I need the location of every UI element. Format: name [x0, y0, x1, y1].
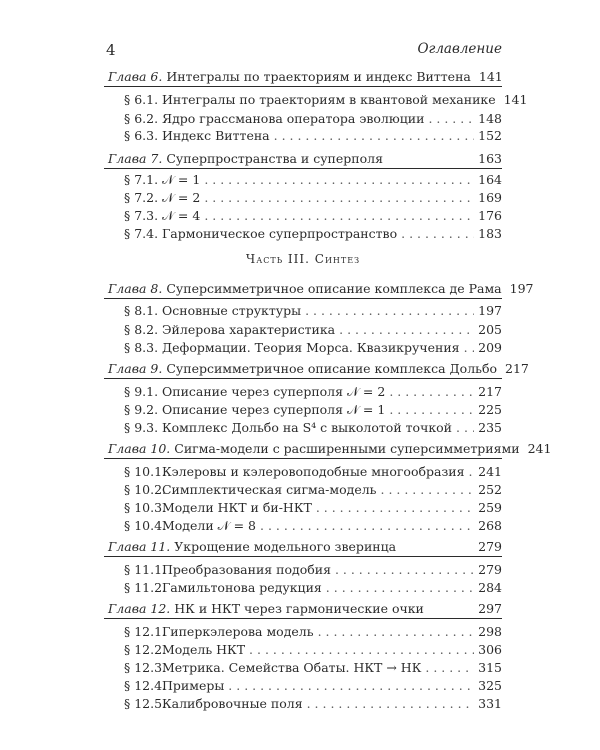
page-reference: 241 [527, 441, 552, 456]
dot-leader [339, 322, 474, 338]
chapter-entry[interactable] [108, 539, 502, 555]
page-reference: 279 [478, 562, 502, 577]
chapter-number: Глава 9. [108, 361, 163, 376]
section-label [124, 111, 424, 127]
section-title: 𝒩 = 1 [161, 172, 201, 187]
section-label [124, 420, 452, 436]
section-entry[interactable] [124, 562, 502, 578]
section-label [124, 190, 200, 206]
section-label [124, 518, 256, 534]
dot-leader [389, 402, 474, 418]
page-reference: 197 [478, 303, 502, 318]
section-title: Модель НКТ [161, 642, 246, 657]
section-entry[interactable] [124, 660, 502, 676]
section-label [124, 642, 245, 658]
chapter-entry[interactable] [108, 281, 534, 297]
section-entry[interactable] [124, 208, 502, 224]
section-number: § 10.1. [124, 464, 167, 479]
section-label [124, 660, 421, 676]
section-title: Примеры [161, 678, 225, 693]
chapter-label [108, 441, 520, 457]
chapter-divider [104, 378, 502, 379]
section-number: § 6.1. [124, 92, 159, 107]
part-title: Часть III. Синтез [245, 252, 361, 266]
chapter-divider [104, 618, 502, 619]
section-title: Модели НКТ и би-НКТ [161, 500, 312, 515]
section-title: Основные структуры [161, 303, 302, 318]
section-entry[interactable] [124, 678, 502, 694]
dot-leader [204, 208, 474, 224]
section-label [124, 580, 322, 596]
section-number: § 11.1. [124, 562, 167, 577]
section-entry[interactable] [124, 92, 528, 108]
section-title: 𝒩 = 4 [161, 208, 201, 223]
section-entry[interactable] [124, 642, 502, 658]
chapter-number: Глава 7. [108, 151, 163, 166]
page-reference: 259 [478, 500, 502, 515]
chapter-number: Глава 6. [108, 69, 163, 84]
chapter-label [108, 281, 502, 297]
section-label [124, 482, 377, 498]
section-number: § 7.1. [124, 172, 159, 187]
section-entry[interactable] [124, 340, 502, 356]
section-title: Индекс Виттена [161, 128, 270, 143]
section-entry[interactable] [124, 696, 502, 712]
chapter-title: Сигма-модели с расширенными суперсимметриями [174, 441, 520, 456]
dot-leader [274, 128, 475, 144]
dot-leader [401, 226, 474, 242]
chapter-title: Суперпространства и суперполя [166, 151, 383, 166]
section-title: Описание через суперполя 𝒩 = 2 [161, 384, 386, 399]
section-title: Комплекс Дольбо на S⁴ с выколотой точкой [161, 420, 453, 435]
section-entry[interactable] [124, 322, 502, 338]
section-label [124, 464, 464, 480]
chapter-divider [104, 556, 502, 557]
page-reference: 205 [478, 322, 502, 337]
page-reference: 148 [478, 111, 502, 126]
section-entry[interactable] [124, 482, 502, 498]
page-reference: 209 [478, 340, 502, 355]
page-reference: 152 [478, 128, 502, 143]
chapter-entry[interactable] [108, 69, 502, 85]
section-label [124, 402, 385, 418]
section-number: § 8.2. [124, 322, 159, 337]
running-title: Оглавление [417, 41, 502, 57]
chapter-title: Суперсимметричное описание комплекса де Рама [166, 281, 502, 296]
page-reference: 225 [478, 402, 502, 417]
section-title: Симплектическая сигма-модель [161, 482, 377, 497]
chapter-divider [104, 86, 502, 87]
section-number: § 9.2. [124, 402, 159, 417]
page-reference: 164 [478, 172, 502, 187]
dot-leader [425, 660, 474, 676]
section-title: Преобразования подобия [161, 562, 331, 577]
section-number: § 7.2. [124, 190, 159, 205]
page-reference: 163 [478, 151, 502, 166]
page-reference: 325 [478, 678, 502, 693]
chapter-divider [104, 458, 502, 459]
page-reference: 252 [478, 482, 502, 497]
dot-leader [249, 642, 474, 658]
section-label [124, 340, 460, 356]
section-title: Кэлеровы и кэлеровоподобные многообразия [161, 464, 465, 479]
page-reference: 306 [478, 642, 502, 657]
chapter-number: Глава 12. [108, 601, 171, 616]
chapter-entry[interactable] [108, 361, 529, 377]
dot-leader [456, 420, 474, 436]
page-reference: 284 [478, 580, 502, 595]
chapter-title: Суперсимметричное описание комплекса Дольбо [166, 361, 498, 376]
section-label [124, 384, 385, 400]
section-number: § 12.5. [124, 696, 167, 711]
page-reference: 298 [478, 624, 502, 639]
section-entry[interactable] [124, 420, 502, 436]
section-entry[interactable] [124, 580, 502, 596]
section-title: Деформации. Теория Морса. Квазикручения [161, 340, 460, 355]
dot-leader [335, 562, 474, 578]
section-label [124, 303, 301, 319]
section-number: § 12.4. [124, 678, 167, 693]
section-number: § 7.4. [124, 226, 159, 241]
section-entry[interactable] [124, 384, 502, 400]
section-title: Эйлерова характеристика [161, 322, 336, 337]
section-label [124, 678, 224, 694]
section-title: 𝒩 = 2 [161, 190, 201, 205]
section-number: § 8.3. [124, 340, 159, 355]
dot-leader [204, 190, 474, 206]
section-entry[interactable] [124, 190, 502, 206]
dot-leader [228, 678, 474, 694]
section-entry[interactable] [124, 111, 502, 127]
section-label [124, 208, 200, 224]
section-title: Модели 𝒩 = 8 [161, 518, 256, 533]
section-number: § 8.1. [124, 303, 159, 318]
chapter-number: Глава 11. [108, 539, 171, 554]
page-reference: 169 [478, 190, 502, 205]
section-entry[interactable] [124, 624, 502, 640]
chapter-number: Глава 8. [108, 281, 163, 296]
dot-leader [316, 500, 474, 516]
section-entry[interactable] [124, 402, 502, 418]
dot-leader [389, 384, 474, 400]
section-entry[interactable] [124, 500, 502, 516]
chapter-title: НК и НКТ через гармонические очки [174, 601, 424, 616]
page-reference: 217 [478, 384, 502, 399]
chapter-label [108, 69, 471, 85]
section-label [124, 92, 496, 108]
section-number: § 12.2. [124, 642, 167, 657]
section-title: Описание через суперполя 𝒩 = 1 [161, 402, 386, 417]
section-title: Метрика. Семейства Обаты. НКТ → НК [161, 660, 422, 675]
section-number: § 9.1. [124, 384, 159, 399]
page-reference: 268 [478, 518, 502, 533]
section-number: § 10.2. [124, 482, 167, 497]
section-label [124, 624, 314, 640]
section-number: § 7.3. [124, 208, 159, 223]
chapter-entry[interactable] [108, 601, 502, 617]
chapter-title: Интегралы по траекториям и индекс Виттена [166, 69, 471, 84]
section-entry[interactable] [124, 226, 502, 242]
section-number: § 6.3. [124, 128, 159, 143]
chapter-divider [104, 168, 502, 169]
section-entry[interactable] [124, 464, 502, 480]
chapter-label [108, 361, 497, 377]
dot-leader [468, 464, 474, 480]
page-reference: 141 [478, 69, 503, 84]
page-number: 4 [106, 41, 116, 59]
section-entry[interactable] [124, 303, 502, 319]
section-entry[interactable] [124, 518, 502, 534]
chapter-divider [104, 298, 502, 299]
section-title: Интегралы по траекториям в квантовой механике [161, 92, 496, 107]
section-label [124, 500, 312, 516]
chapter-entry[interactable] [108, 441, 552, 457]
chapter-label [108, 151, 383, 167]
dot-leader [464, 340, 475, 356]
section-number: § 12.1. [124, 624, 167, 639]
section-title: Гамильтонова редукция [161, 580, 322, 595]
page-reference: 241 [478, 464, 502, 479]
dot-leader [204, 172, 474, 188]
dot-leader [260, 518, 474, 534]
page-reference: 197 [509, 281, 534, 296]
chapter-number: Глава 10. [108, 441, 171, 456]
section-entry[interactable] [124, 172, 502, 188]
page-reference: 315 [478, 660, 502, 675]
section-label [124, 562, 331, 578]
section-label [124, 226, 397, 242]
page-reference: 331 [478, 696, 502, 711]
section-number: § 10.4. [124, 518, 167, 533]
section-title: Гармоническое суперпространство [161, 226, 398, 241]
section-title: Ядро грассманова оператора эволюции [161, 111, 425, 126]
page-reference: 141 [503, 92, 528, 107]
page-reference: 217 [505, 361, 529, 376]
dot-leader [326, 580, 474, 596]
dot-leader [428, 111, 474, 127]
section-number: § 6.2. [124, 111, 159, 126]
section-entry[interactable] [124, 128, 502, 144]
page-reference: 279 [478, 539, 502, 554]
chapter-label [108, 539, 396, 555]
chapter-label [108, 601, 424, 617]
section-title: Гиперкэлерова модель [161, 624, 314, 639]
page-reference: 183 [478, 226, 502, 241]
page-reference: 176 [478, 208, 502, 223]
section-number: § 12.3. [124, 660, 167, 675]
section-number: § 9.3. [124, 420, 159, 435]
dot-leader [381, 482, 475, 498]
page-reference: 297 [478, 601, 502, 616]
dot-leader [307, 696, 475, 712]
page-reference: 235 [478, 420, 502, 435]
dot-leader [318, 624, 475, 640]
chapter-title: Укрощение модельного зверинца [174, 539, 397, 554]
section-title: Калибровочные поля [161, 696, 303, 711]
section-label [124, 322, 335, 338]
section-number: § 10.3. [124, 500, 167, 515]
section-number: § 11.2. [124, 580, 167, 595]
section-label [124, 696, 303, 712]
section-label [124, 172, 200, 188]
section-label [124, 128, 270, 144]
dot-leader [305, 303, 474, 319]
chapter-entry[interactable] [108, 151, 502, 167]
